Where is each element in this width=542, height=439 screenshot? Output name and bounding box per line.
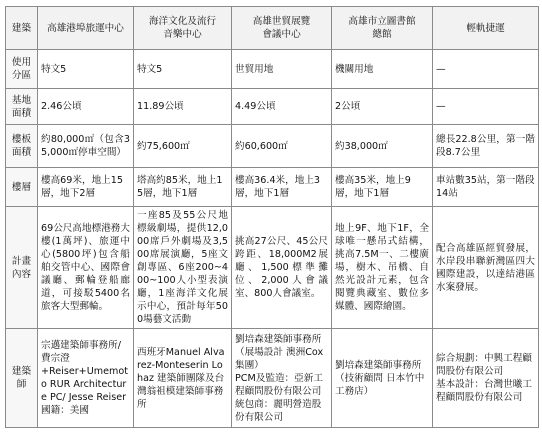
table-row-zoning [6, 50, 539, 89]
label-line: 計畫 [11, 255, 32, 267]
row-label-floors: 樓層 [6, 168, 38, 207]
row-label-floor-area [6, 125, 38, 168]
table-cell: — [433, 89, 539, 125]
table-cell-multiline: 劉培森建築師事務所（展場設計 澳洲Cox集團） PCM及監造：亞新工程顧問股份有限公司 統包商：麗明營造股份有限公司 [232, 329, 332, 428]
header-cell-exhibition-center [232, 7, 332, 50]
header-cell-library [332, 7, 433, 50]
table-cell: 樓高36.4米，地上3層，地下1層 [232, 168, 332, 207]
row-label-plan [6, 207, 38, 329]
header-line: 高雄世貿展覽 [252, 16, 311, 27]
table-cell: 11.89公頃 [134, 89, 232, 125]
comparison-table [5, 6, 539, 428]
table-cell-multiline: 宗邁建築師事務所/費宗澄 +Reiser+Umemoto RUR Architecture PC/ Jesse Reiser國籍：美國 [38, 329, 134, 428]
table-cell: 4.49公頃 [232, 89, 332, 125]
label-line: 建築 [11, 366, 32, 377]
label-line: 師 [16, 379, 27, 390]
table-cell: 西班牙Manuel Alvarez-Monteserin Lohaz 建築師團隊及台灣翁祖模建築師事務所 [134, 329, 232, 428]
table-cell: 地上9F、地下1F，全球唯一懸吊式結構，挑高7.5M一、二樓廣場，樹木、吊橋、自然光設計元素，包含閱覽典藏室、數位多媒體、國際繪園。 [332, 207, 433, 329]
table-cell: 世貿用地 [232, 50, 332, 89]
header-cell-music-center [134, 7, 232, 50]
table-cell: 劉培森建築師事務所（技術顧問 日本竹中工務店） [332, 329, 433, 428]
label-line: 面積 [11, 107, 32, 119]
table-cell: 2.46公頃 [38, 89, 134, 125]
header-line: 會議中心 [262, 29, 301, 40]
table-cell: 樓高69米，地上15層，地下2層 [38, 168, 134, 207]
table-cell: — [433, 50, 539, 89]
table-row-floor-area [6, 125, 539, 168]
table-cell: 車站數35站，第一階段14站 [433, 168, 539, 207]
table-cell: 69公尺高地標港務大樓(1萬坪)、旅運中心(5800坪)包含船舶交管中心、國際會議廳、郵輪登船廊道，可接駁5400名旅客大型郵輪。 [38, 207, 134, 329]
table-row-site-area [6, 89, 539, 125]
table-cell: 樓高35米，地上9層，地下1層 [332, 168, 433, 207]
table-cell: 2公頃 [332, 89, 433, 125]
row-label-site-area [6, 89, 38, 125]
header-cell-light-rail: 輕軌捷運 [433, 7, 539, 50]
table-cell: 配合高雄區經貿發展，水岸段串聯新灣區四大國際建設，以達結港區水案發展。 [433, 207, 539, 329]
table-cell: 總長22.8公里，第一階段8.7公里 [433, 125, 539, 168]
row-label-zoning [6, 50, 38, 89]
label-line: 使用 [11, 57, 32, 68]
table-cell: 一座85及55公尺地標級劇場，提供12,000席戶外劇場及3,500席展演廳，5座文創專區、6座200~400~100人小型表演廳，1座海洋文化展示中心，預計每年500場藝文活動 [134, 207, 232, 329]
table-cell: 約75,600㎡ [134, 125, 232, 168]
label-line: 基地 [11, 94, 32, 106]
table-cell: 塔高約85米，地上15層，地下1層 [134, 168, 232, 207]
table-cell: 約38,000㎡ [332, 125, 433, 168]
table-cell-multiline: 綜合規劃：中興工程顧問股份有限公司 基本設計：台灣世曦工程顧問股份有限公司 [433, 329, 539, 428]
table-cell: 特文5 [134, 50, 232, 89]
table-cell: 特文5 [38, 50, 134, 89]
label-line: 樓板 [11, 134, 32, 145]
row-label-architect [6, 329, 38, 428]
header-line: 音樂中心 [163, 29, 202, 40]
header-line: 海洋文化及流行 [148, 16, 217, 27]
header-cell-port-terminal: 高雄港埠旅運中心 [38, 7, 134, 50]
header-line: 總館 [372, 29, 392, 40]
label-line: 分區 [11, 70, 32, 81]
table-cell: 機關用地 [332, 50, 433, 89]
table-row-floors [6, 168, 539, 207]
table-cell: 挑高27公尺、45公尺跨距、18,000M2展廳、1,500標準攤位、2,000人會議室、800人會議室。 [232, 207, 332, 329]
label-line: 內容 [11, 268, 32, 280]
table-cell: 約60,600㎡ [232, 125, 332, 168]
header-line: 高雄市立圖書館 [348, 16, 416, 27]
table-row-architect [6, 329, 539, 428]
table-row-plan [6, 207, 539, 329]
table-header-row [6, 7, 539, 50]
header-cell-building: 建築 [6, 7, 38, 50]
label-line: 面積 [11, 147, 32, 158]
table-cell: 約80,000㎡（包含35,000㎡停車空間） [38, 125, 134, 168]
